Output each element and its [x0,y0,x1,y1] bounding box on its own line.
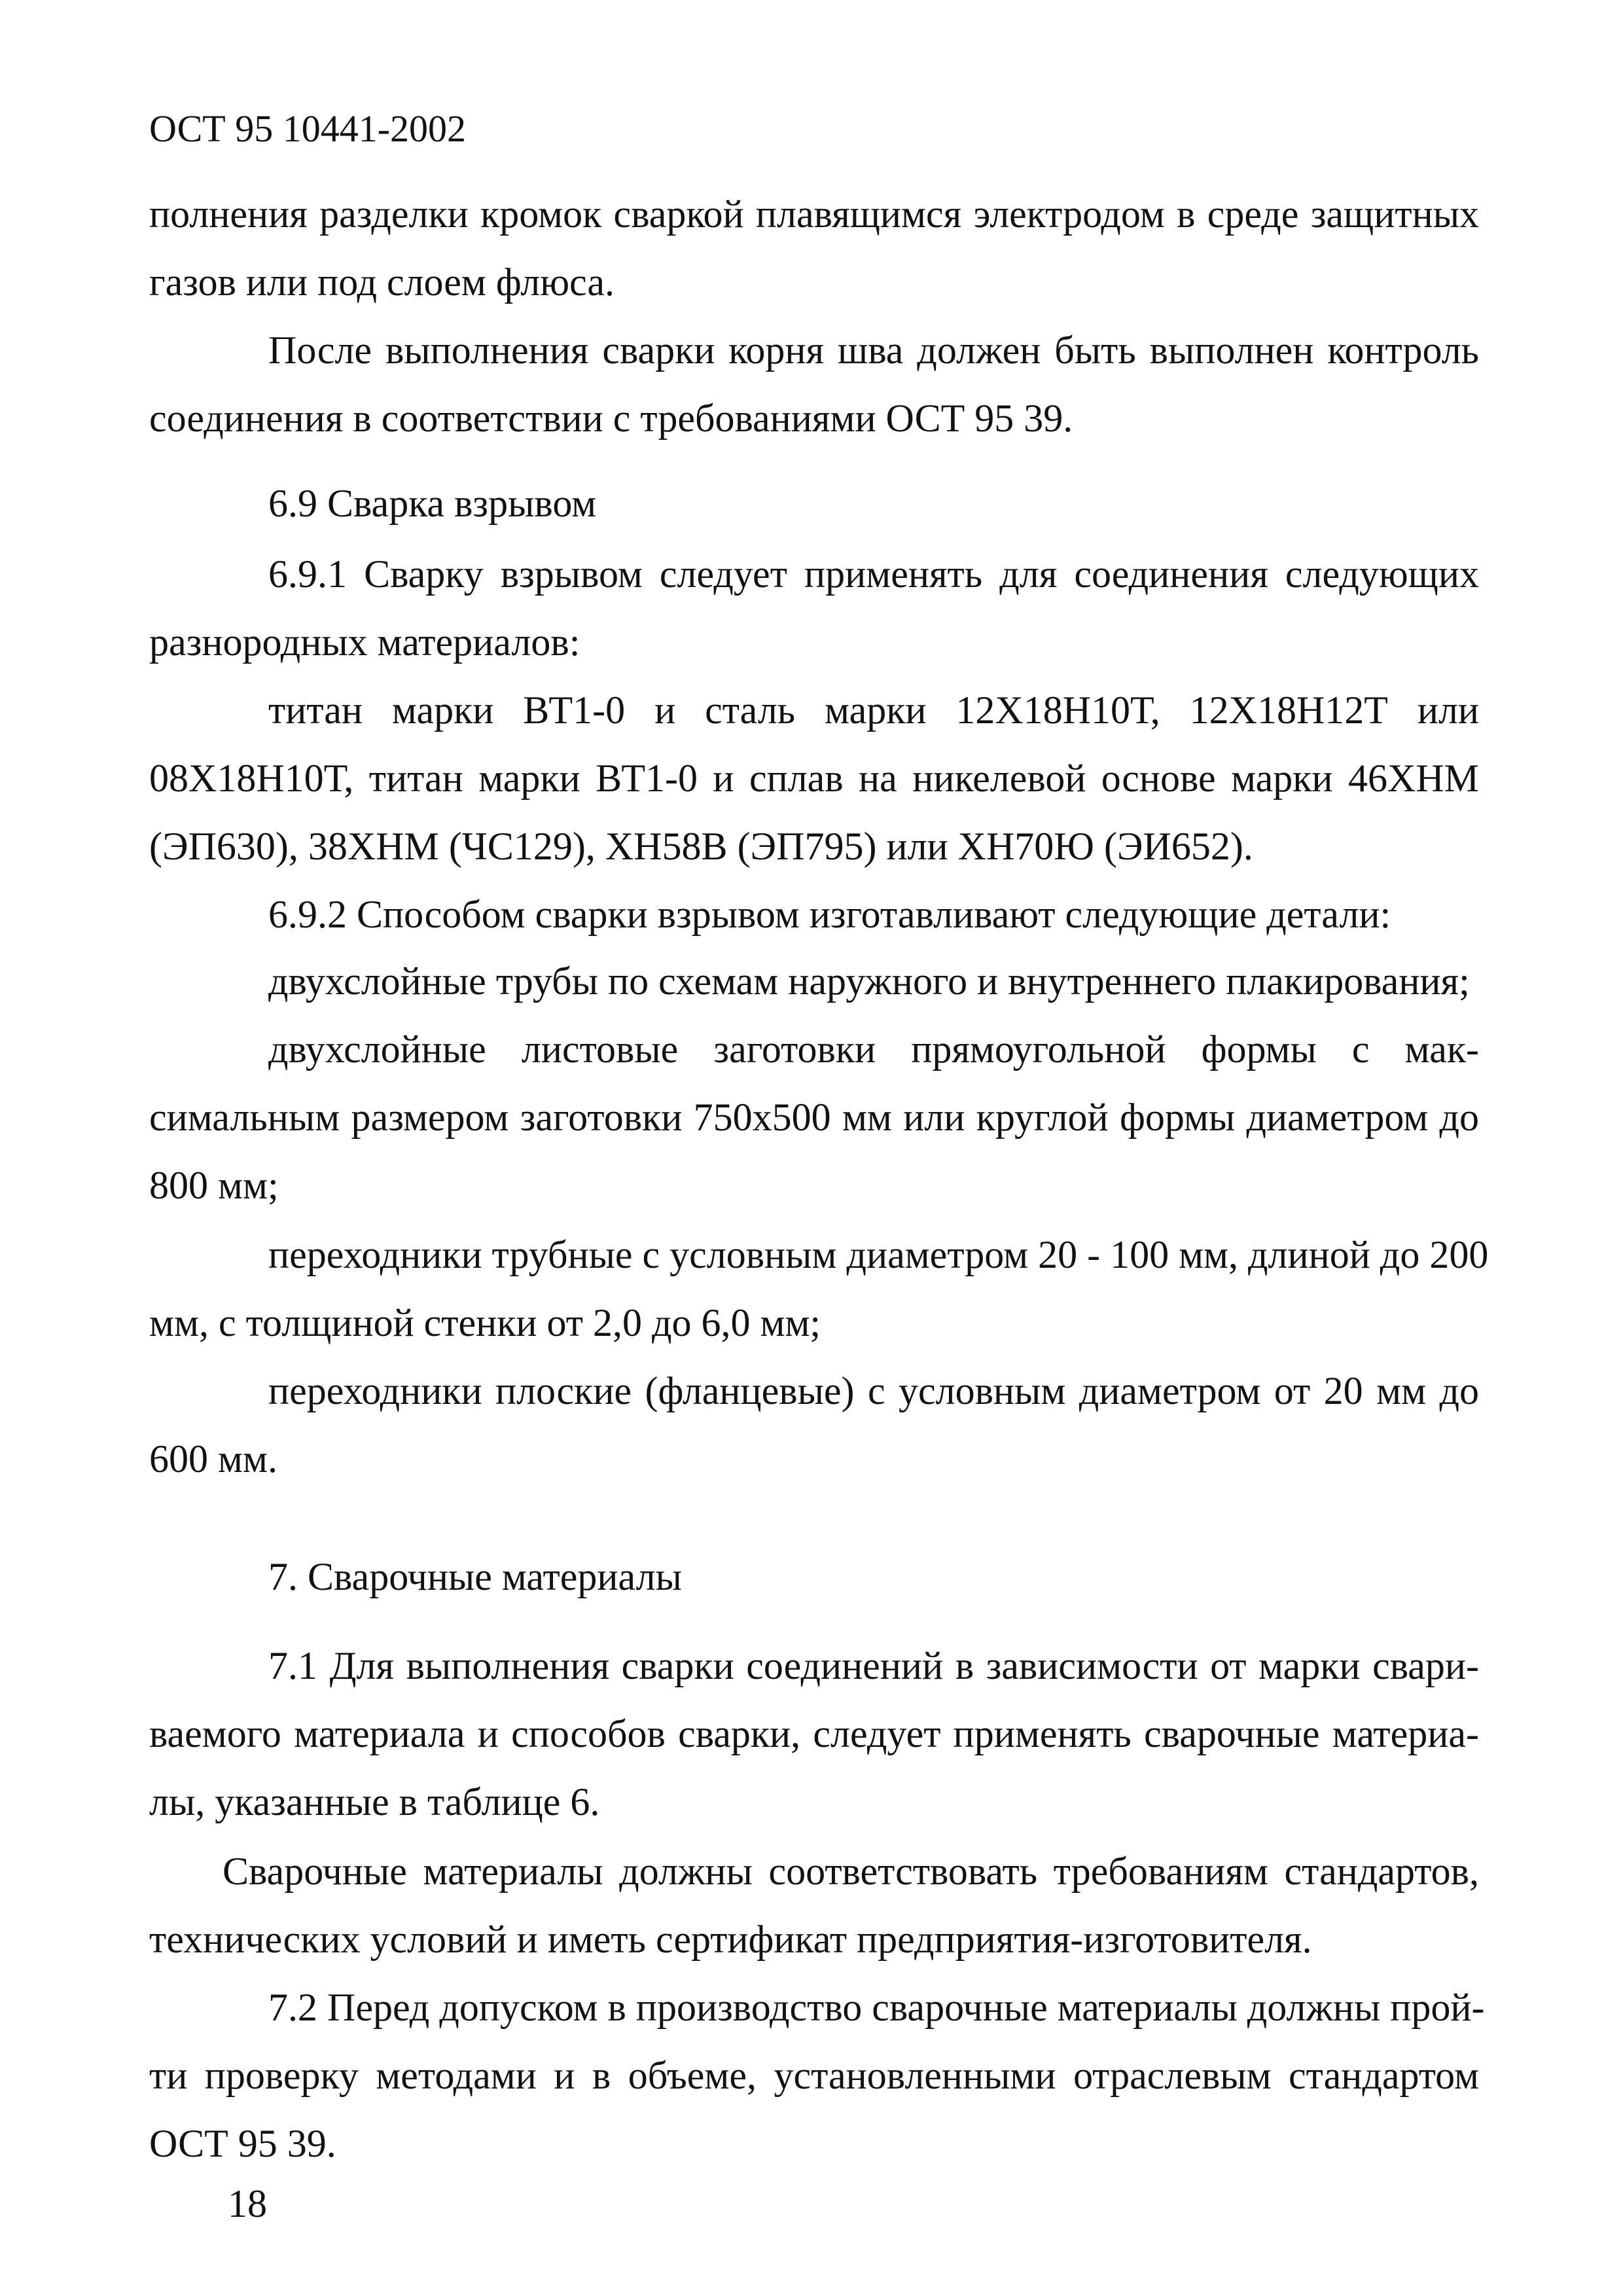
text-line: После выполнения сварки корня шва должен быть выполнен контроль [268,329,1479,372]
text-line: титан марки ВТ1-0 и сталь марки 12Х18Н10Т, 12Х18Н12Т или [268,689,1479,732]
text-line: технических условий и иметь сертификат предприятия-изготовителя. [149,1918,1312,1961]
text-line: 800 мм; [149,1164,279,1207]
list-item: переходники трубные с условным диаметром 20 - 100 мм, длиной до 200 [268,1233,1489,1276]
text-line: 7.1 Для выполнения сварки соединений в зависимости от марки свари- [268,1644,1479,1687]
text-line: симальным размером заготовки 750х500 мм или круглой формы диаметром до [149,1096,1479,1139]
text-line: соединения в соответствии с требованиями ОСТ 95 39. [149,397,1073,440]
list-item: двухслойные трубы по схемам наружного и внутреннего плакирования; [268,960,1470,1003]
text-line: мм, с толщиной стенки от 2,0 до 6,0 мм; [149,1301,821,1344]
text-line: ти проверку методами и в объеме, установленными отраслевым стандартом [149,2054,1479,2097]
list-item: двухслойные листовые заготовки прямоугольной формы с мак- [268,1028,1479,1071]
list-item: переходники плоские (фланцевые) с условным диаметром от 20 мм до [268,1369,1479,1412]
page-number: 18 [228,2182,267,2225]
section-heading: 6.9 Сварка взрывом [268,482,597,525]
text-line: (ЭП630), 38ХНМ (ЧС129), ХН58В (ЭП795) или ХН70Ю (ЭИ652). [149,825,1253,868]
text-line: лы, указанные в таблице 6. [149,1780,600,1823]
section-heading: 6.9.2 Способом сварки взрывом изготавливают следующие детали: [268,893,1391,936]
section-heading: 7. Сварочные материалы [268,1555,682,1598]
text-line: 600 мм. [149,1437,277,1480]
text-line: 08Х18Н10Т, титан марки ВТ1-0 и сплав на никелевой основе марки 46ХНМ [149,757,1479,800]
text-line: 7.2 Перед допуском в производство сварочные материалы должны прой- [268,1986,1485,2029]
text-line: газов или под слоем флюса. [149,260,615,304]
text-line: ОСТ 95 39. [149,2122,336,2165]
text-line: 6.9.1 Сварку взрывом следует применять для соединения следующих [268,552,1479,596]
text-line: Сварочные материалы должны соответствовать требованиям стандартов, [223,1850,1479,1893]
text-line: ваемого материала и способов сварки, следует применять сварочные материа- [149,1712,1479,1755]
text-line: полнения разделки кромок сваркой плавящимся электродом в среде защитных [149,192,1479,236]
text-line: разнородных материалов: [149,620,580,664]
page-header: ОСТ 95 10441-2002 [149,107,467,150]
